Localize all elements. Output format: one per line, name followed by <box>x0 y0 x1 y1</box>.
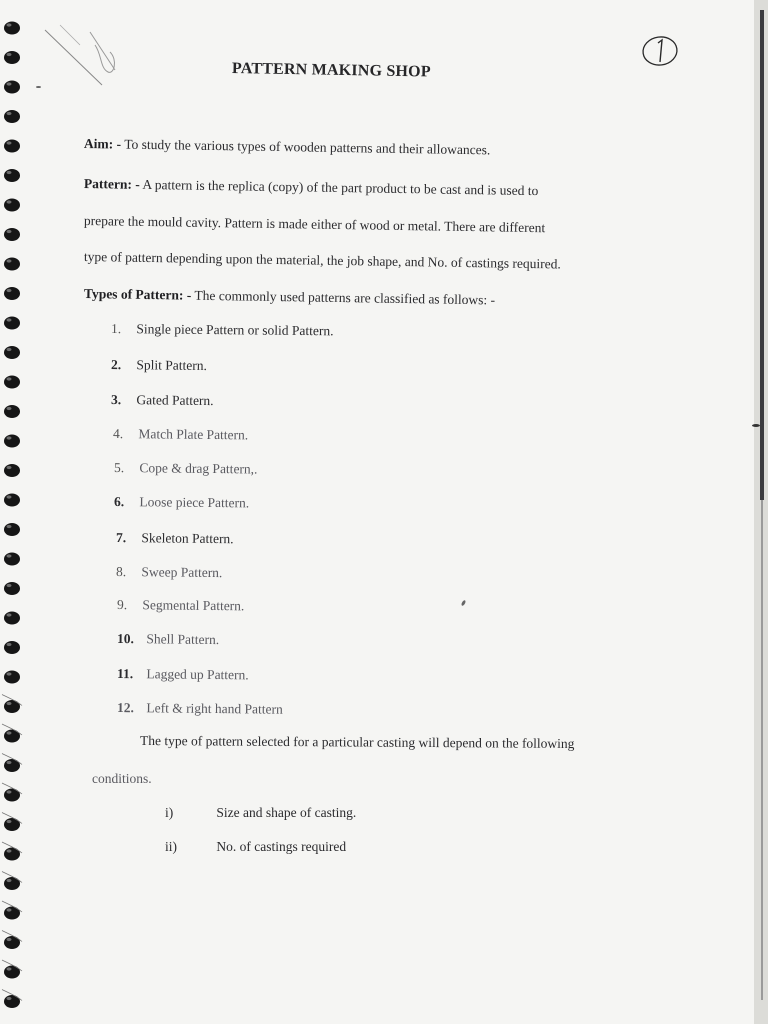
list-text: Split Pattern. <box>136 357 207 374</box>
list-item <box>117 700 283 718</box>
binding-hole <box>4 228 20 241</box>
binding-hole <box>2 695 22 714</box>
condition-number: ii) <box>165 839 177 854</box>
list-item <box>116 530 234 547</box>
list-text: Left & right hand Pattern <box>146 700 283 717</box>
list-number: 9. <box>116 597 128 613</box>
conditions-line-2: conditions. <box>92 771 152 786</box>
list-number: 4. <box>112 426 124 442</box>
binding-hole <box>4 258 20 271</box>
list-text: Lagged up Pattern. <box>146 666 249 683</box>
condition-text: No. of castings required <box>216 839 347 854</box>
list-text: Skeleton Pattern. <box>141 530 234 547</box>
binding-hole <box>2 960 22 979</box>
binding-hole <box>2 724 22 743</box>
list-item <box>113 426 248 443</box>
list-number: 12. <box>116 700 134 716</box>
types-intro: The commonly used patterns are classified as follows: - <box>194 287 496 308</box>
binding-hole <box>2 931 22 950</box>
binding-hole <box>4 110 20 123</box>
list-text: Gated Pattern. <box>136 392 214 409</box>
list-text: Cope & drag Pattern,. <box>139 460 258 477</box>
types-heading-line <box>84 286 660 311</box>
binding-hole <box>2 872 22 891</box>
list-text: Segmental Pattern. <box>142 597 245 614</box>
binding-hole <box>2 842 22 861</box>
binding-hole <box>2 783 22 802</box>
spiral-binding <box>0 0 34 1024</box>
binding-hole <box>4 582 20 595</box>
binding-hole <box>2 990 22 1009</box>
binding-hole <box>4 405 20 418</box>
ink-mark <box>461 600 467 607</box>
pattern-line-2: prepare the mould cavity. Pattern is made either of wood or metal. There are different <box>83 213 546 236</box>
list-item <box>114 494 249 511</box>
binding-hole <box>4 140 20 153</box>
pattern-line-1 <box>84 176 660 201</box>
pencil-scribble <box>40 20 125 90</box>
list-number: 1. <box>110 321 122 337</box>
binding-hole <box>4 199 20 212</box>
list-item <box>116 564 223 581</box>
condition-item <box>165 805 356 821</box>
list-text: Loose piece Pattern. <box>139 494 250 511</box>
binding-hole <box>4 376 20 389</box>
binding-hole <box>4 346 20 359</box>
binding-hole <box>4 523 20 536</box>
binding-hole <box>2 754 22 773</box>
types-label: Types of Pattern: - <box>83 286 192 303</box>
list-text: Single piece Pattern or solid Pattern. <box>136 321 334 339</box>
list-number: 3. <box>110 392 122 408</box>
condition-item <box>165 839 346 855</box>
list-item <box>117 631 219 648</box>
list-item <box>114 460 258 478</box>
condition-number: i) <box>165 805 174 820</box>
conditions-line-1: The type of pattern selected for a particular casting will depend on the following <box>139 733 575 752</box>
list-number: 10. <box>116 631 134 647</box>
pattern-text-1: A pattern is the replica (copy) of the part product to be cast and is used to <box>142 176 539 199</box>
pattern-line-3: type of pattern depending upon the material, the job shape, and No. of castings required. <box>83 249 561 272</box>
binding-hole <box>4 641 20 654</box>
list-number: 6. <box>113 494 125 510</box>
binding-hole <box>2 813 22 832</box>
binding-hole <box>4 464 20 477</box>
pattern-label: Pattern: - <box>83 176 140 192</box>
page-edge-shadow <box>748 0 768 1024</box>
ink-mark <box>752 424 760 427</box>
list-text: Sweep Pattern. <box>141 564 223 581</box>
aim-text: To study the various types of wooden patterns and their allowances. <box>124 136 491 158</box>
list-item <box>111 392 214 409</box>
list-number: 5. <box>113 460 125 476</box>
binding-hole <box>2 901 22 920</box>
aim-line <box>84 136 660 161</box>
binding-hole <box>4 169 20 182</box>
list-item <box>117 597 245 614</box>
binding-hole <box>4 81 20 94</box>
binding-hole <box>4 435 20 448</box>
binding-hole <box>4 51 20 64</box>
list-item <box>111 321 334 339</box>
ink-mark <box>36 86 41 88</box>
binding-hole <box>4 553 20 566</box>
aim-label: Aim: - <box>83 136 122 152</box>
binding-hole <box>4 287 20 300</box>
list-text: Match Plate Pattern. <box>138 426 249 443</box>
condition-text: Size and shape of casting. <box>216 805 357 820</box>
list-number: 11. <box>116 666 134 682</box>
list-item <box>117 666 249 683</box>
list-text: Shell Pattern. <box>146 631 220 648</box>
list-item <box>111 357 207 374</box>
binding-hole <box>4 494 20 507</box>
page-number-circled <box>640 34 682 68</box>
list-number: 8. <box>115 564 127 580</box>
binding-hole <box>4 317 20 330</box>
list-number: 7. <box>115 530 127 546</box>
binding-hole <box>4 22 20 35</box>
binding-hole <box>4 671 20 684</box>
binding-hole <box>4 612 20 625</box>
list-number: 2. <box>110 357 122 373</box>
page-title: PATTERN MAKING SHOP <box>231 60 431 81</box>
